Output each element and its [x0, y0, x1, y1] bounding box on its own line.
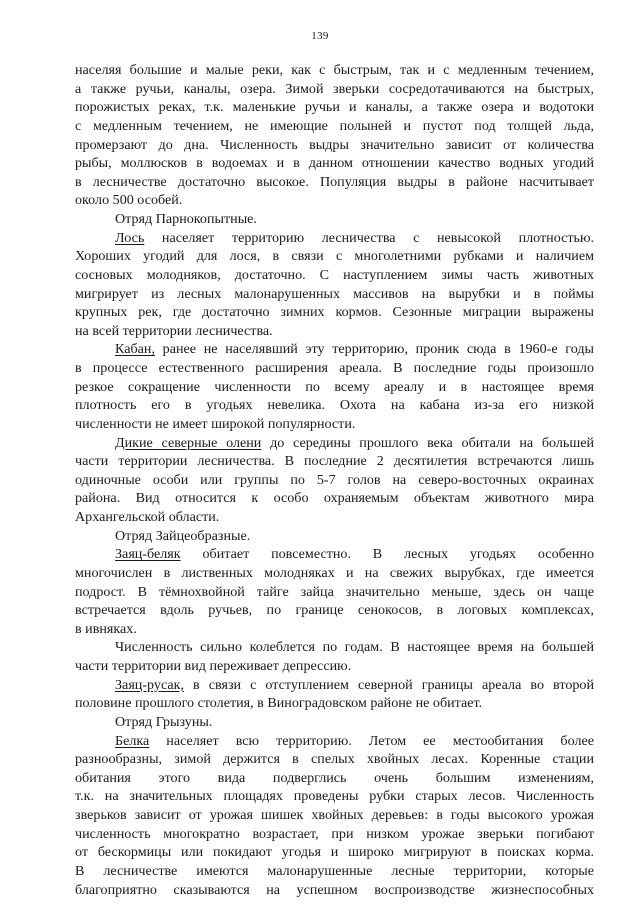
text-line [75, 545, 594, 564]
text-line [75, 825, 594, 844]
text-line [75, 378, 594, 397]
page-number: 139 [311, 30, 329, 42]
line-text: в ивняках. [75, 620, 137, 637]
text-line [75, 340, 594, 359]
line-text: ранее не населявший эту территорию, проник сюда в 1960-е годы [154, 341, 594, 358]
text-line [75, 471, 594, 490]
line-text: Численность сильно колеблется по годам. В настоящее время на большей [115, 639, 594, 656]
line-text: Отряд Парнокопытные. [115, 211, 257, 227]
text-line [75, 415, 594, 434]
text-line [75, 173, 594, 192]
line-text: населяет территорию лесничества с невысокой плотностью. [144, 229, 594, 246]
text-line [75, 61, 594, 80]
body-text [75, 61, 594, 899]
line-text: мигрирует из лесных малонарушенных массивов на вырубки и в поймы [75, 285, 594, 302]
line-text: численность многократно возрастает, при низком урожае зверьки погибают [75, 825, 594, 842]
line-text: в связи с отступлением северной границы ареала во второй [184, 676, 594, 693]
text-line [75, 843, 594, 862]
text-line [75, 285, 594, 304]
line-text: встречается вдоль ручьев, по границе сенокосов, в логовых комплексах, [75, 602, 594, 619]
line-text: от бескормицы или покидают угодья и широко мигрируют в поисках корма. [75, 844, 594, 861]
text-line [75, 638, 594, 657]
line-text: многочислен в лиственных молодняках и на свежих вырубках, где имеется [75, 564, 594, 581]
line-text: около 500 особей. [75, 192, 183, 209]
text-line [75, 210, 594, 229]
line-text: рыбы, моллюсков в водоемах и в данном отношении качество водных угодий [75, 155, 594, 172]
line-text: населяя большие и малые реки, как с быстрым, так и с медленным течением, [75, 62, 594, 78]
text-line [75, 154, 594, 173]
line-text: с медленным течением, не имеющие полыней и пустот под толщей льда, [75, 117, 594, 134]
text-line [75, 191, 594, 210]
line-text: половине прошлого столетия, в Виноградовском районе не обитает. [75, 695, 483, 712]
species-name: Кабан, [115, 341, 155, 358]
text-line [75, 769, 594, 788]
species-name: Лось [115, 229, 145, 246]
text-line [75, 676, 594, 695]
text-line [75, 620, 594, 639]
text-line [75, 508, 594, 527]
line-text: порожистых реках, т.к. маленькие ручьи и каналы, а также озера и водотоки [75, 99, 594, 116]
text-line [75, 452, 594, 471]
text-line [75, 98, 594, 117]
line-text: численности не имеет широкой популярности. [75, 415, 356, 432]
line-text: плотность его в угодьях невелика. Охота на кабана из-за его низкой [75, 397, 594, 414]
line-text: благоприятно сказываются на успешном воспроизводстве жизнеспособных [75, 881, 594, 898]
line-text: на всей территории лесничества. [75, 322, 273, 339]
text-line [75, 80, 594, 99]
line-text: Архангельской области. [75, 509, 220, 525]
line-text: резкое сокращение численности по всему ареалу и в настоящее время [75, 378, 594, 395]
text-line [75, 136, 594, 155]
text-line [75, 881, 594, 900]
species-name: Заяц-русак, [115, 676, 184, 693]
line-text: до середины прошлого века обитали на большей [261, 434, 594, 451]
text-line [75, 862, 594, 881]
text-line [75, 583, 594, 602]
line-text: в процессе естественного расширения ареала. В последние годы произошло [75, 360, 594, 376]
line-text: района. Вид относится к особо охраняемым объектам животного мира [75, 490, 594, 507]
text-line [75, 229, 594, 248]
line-text: разнообразны, зимой держится в спелых хвойных лесах. Коренные стации [75, 751, 594, 768]
species-name: Дикие северные олени [115, 434, 262, 451]
text-line [75, 750, 594, 769]
text-line [75, 713, 594, 732]
text-line [75, 303, 594, 322]
line-text: населяет всю территорию. Летом ее местообитания более [149, 732, 594, 749]
text-line [75, 396, 594, 415]
species-name: Заяц-беляк [115, 546, 181, 563]
text-line [75, 117, 594, 136]
text-line [75, 732, 594, 751]
line-text: части территории лесничества. В последние 2 десятилетия встречаются лишь [75, 453, 594, 470]
text-line [75, 266, 594, 285]
line-text: т.к. на значительных площадях проведены рубки старых лесов. Численность [75, 788, 594, 805]
text-line [75, 322, 594, 341]
text-line [75, 806, 594, 825]
line-text: Отряд Грызуны. [115, 713, 213, 730]
line-text: промерзают до дна. Численность выдры значительно зависит от количества [75, 136, 594, 153]
text-line [75, 601, 594, 620]
species-name: Белка [115, 732, 150, 749]
line-text: а также ручьи, каналы, озера. Зимой зверьки сосредотачиваются на быстрых, [75, 80, 594, 97]
line-text: части территории вид переживает депрессию. [75, 658, 352, 674]
line-text: В лесничестве имеются малонарушенные лесные территории, которые [75, 862, 594, 879]
line-text: обитания этого вида подверглись очень большим изменениям, [75, 769, 594, 786]
line-text: в лесничестве достаточно высокое. Популяция выдры в районе насчитывает [75, 173, 594, 190]
text-line [75, 694, 594, 713]
text-line [75, 564, 594, 583]
line-text: подрост. В тёмнохвойной тайге зайца значительно меньше, здесь он чаще [75, 583, 594, 600]
line-text: крупных рек, где достаточно зимних кормов. Сезонные миграции выражены [75, 304, 594, 321]
text-line [75, 434, 594, 453]
text-line [75, 527, 594, 546]
text-line [75, 787, 594, 806]
line-text: зверьков зависит от урожая шишек хвойных деревьев: в годы высокого урожая [75, 807, 594, 823]
line-text: сосновых молодняков, достаточно. С наступлением зимы часть животных [75, 266, 594, 283]
line-text: Отряд Зайцеобразные. [115, 527, 251, 544]
text-line [75, 489, 594, 508]
line-text: одиночные особи или группы по 5-7 голов на северо-восточных окраинах [75, 471, 594, 488]
text-line [75, 657, 594, 676]
text-line [75, 247, 594, 266]
text-line [75, 359, 594, 378]
line-text: Хороших угодий для лося, в связи с многолетними рубками и наличием [75, 248, 594, 265]
line-text: обитает повсеместно. В лесных угодьях особенно [180, 546, 594, 563]
